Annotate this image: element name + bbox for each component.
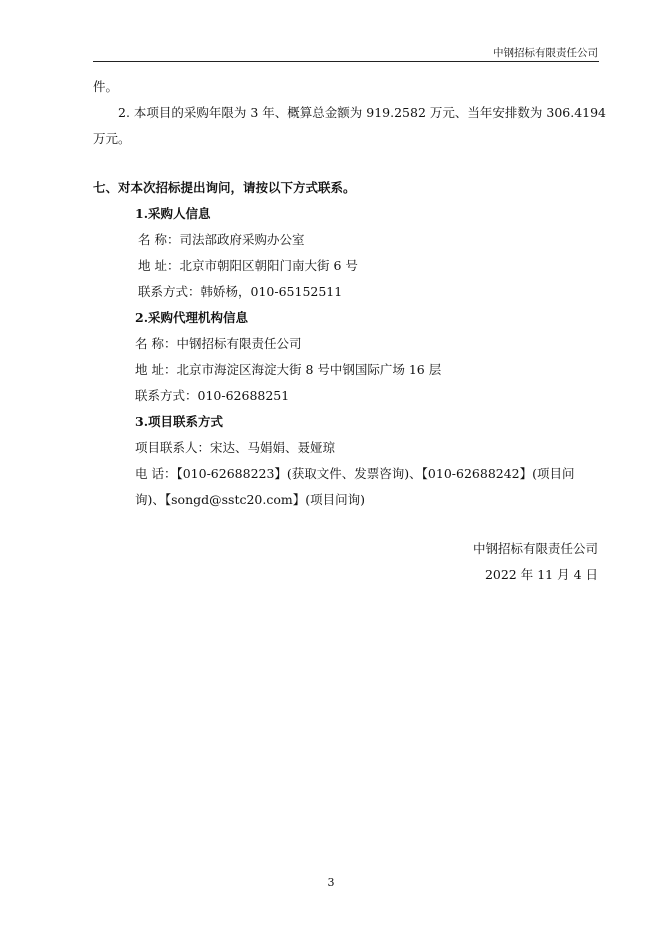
purchaser-heading: 1.采购人信息 <box>135 206 211 221</box>
purchaser-name: 名 称：司法部政府采购办公室 <box>138 232 305 247</box>
agency-contact: 联系方式：010-62688251 <box>135 388 290 403</box>
project-contact-persons: 项目联系人：宋达、马娟娟、聂娅琼 <box>135 440 336 455</box>
project-contact-phone-line-1: 电 话：【010-62688223】(获取文件、发票咨询)、【010-62688242】(项目问 <box>135 466 575 481</box>
continued-line: 件。 <box>93 79 119 94</box>
project-contact-heading: 3.项目联系方式 <box>135 414 224 429</box>
header-rule <box>93 61 599 62</box>
agency-address: 地 址：北京市海淀区海淀大街 8 号中钢国际广场 16 层 <box>135 362 442 377</box>
page-number: 3 <box>327 876 335 889</box>
signature-company: 中钢招标有限责任公司 <box>472 541 598 556</box>
purchaser-address: 地 址：北京市朝阳区朝阳门南大街 6 号 <box>138 258 358 273</box>
agency-name: 名 称：中钢招标有限责任公司 <box>135 336 302 351</box>
section-7-heading: 七、对本次招标提出询问，请按以下方式联系。 <box>93 180 356 195</box>
signature-date: 2022 年 11 月 4 日 <box>484 567 598 582</box>
purchaser-contact: 联系方式：韩娇杨，010-65152511 <box>138 284 343 299</box>
header-company: 中钢招标有限责任公司 <box>493 47 598 59</box>
project-contact-phone-line-2: 询)、【songd@sstc20.com】(项目问询) <box>135 492 365 507</box>
item-2-line-2: 万元。 <box>93 131 131 146</box>
item-2-line-1: 2. 本项目的采购年限为 3 年、概算总金额为 919.2582 万元、当年安排数为 306.4194 <box>118 105 607 120</box>
agency-heading: 2.采购代理机构信息 <box>135 310 249 325</box>
